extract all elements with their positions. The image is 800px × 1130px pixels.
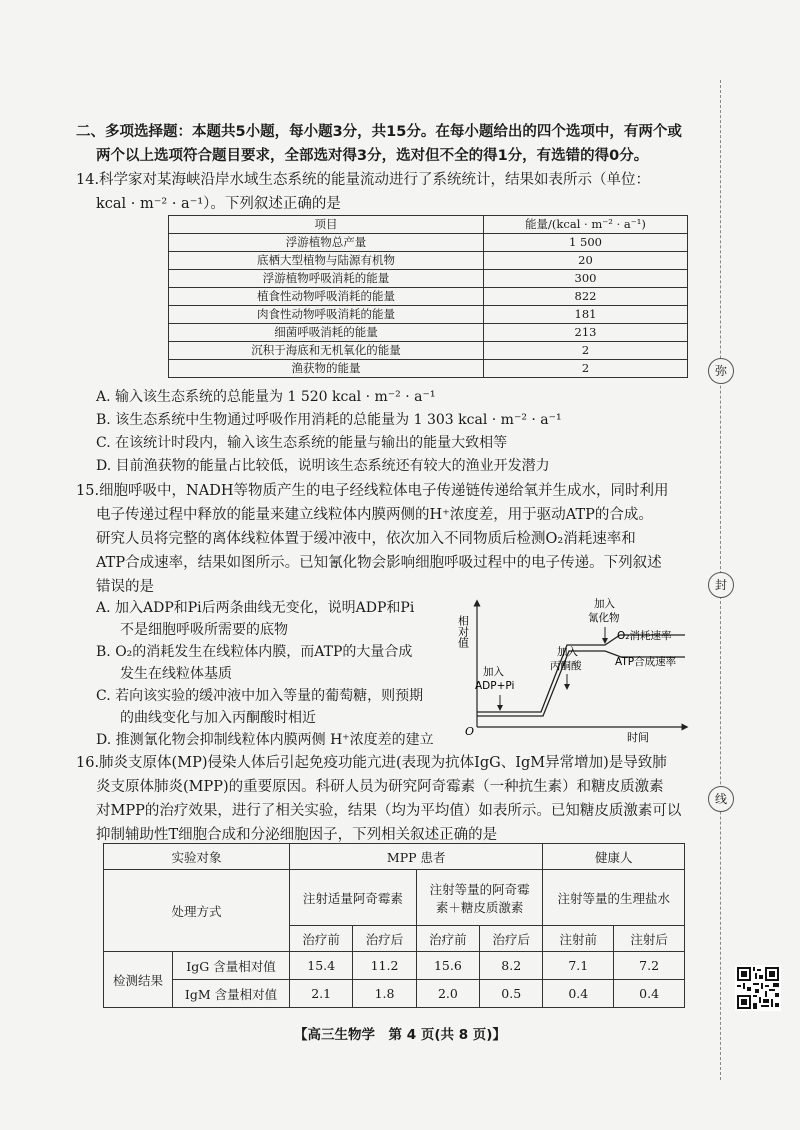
row-value: 2 — [484, 360, 688, 378]
q14-option-c: C. 在该统计时段内，输入该生态系统的能量与输出的能量大致相等 — [96, 435, 508, 451]
row-label: 底栖大型植物与陆源有机物 — [169, 252, 484, 270]
seal-char-feng: 封 — [708, 572, 734, 598]
row-value: 181 — [484, 306, 688, 324]
treatment-saline: 注射等量的生理盐水 — [543, 870, 685, 926]
q15-option-a-cont: 不是细胞呼吸所需要的底物 — [120, 622, 288, 638]
qr-code-icon — [735, 965, 781, 1011]
q16-line3: 对MPP的治疗效果，进行了相关实验，结果（均为平均值）如表所示。已知糖皮质激素可以 — [96, 803, 682, 819]
q16-line4: 抑制辅助性T细胞合成和分泌细胞因子，下列相关叙述正确的是 — [96, 827, 498, 843]
q15-figure — [455, 595, 715, 745]
question-15-stem — [76, 479, 716, 599]
table-row — [169, 234, 688, 252]
ann-adp-line2: ADP+Pi — [475, 680, 515, 692]
row-value: 300 — [484, 270, 688, 288]
row-value: 1 500 — [484, 234, 688, 252]
table-header-row — [169, 216, 688, 234]
igm-value: 2.0 — [416, 980, 479, 1008]
seal-char-mi: 弥 — [708, 358, 734, 384]
q15-line5: 错误的是 — [96, 579, 154, 595]
header-energy: 能量/(kcal · m⁻² · a⁻¹) — [484, 216, 688, 234]
q14-line2: kcal · m⁻² · a⁻¹）。下列叙述正确的是 — [96, 196, 341, 212]
q15-option-c: C. 若向该实验的缓冲液中加入等量的葡萄糖，则预期 — [96, 688, 424, 704]
page-footer: 【高三生物学 第 4 页(共 8 页)】 — [294, 1027, 506, 1043]
o2-consumption-curve — [477, 635, 685, 712]
igg-value: 8.2 — [480, 952, 543, 980]
q14-option-b: B. 该生态系统中生物通过呼吸作用消耗的总能量为 1 303 kcal · m⁻² · a⁻¹ — [96, 412, 562, 428]
table-row — [104, 870, 685, 926]
ann-cyanide-line2: 氰化物 — [588, 612, 620, 624]
treatment-combined — [416, 870, 543, 926]
table-row — [169, 342, 688, 360]
row-label: 肉食性动物呼吸消耗的能量 — [169, 306, 484, 324]
igm-value: 2.1 — [290, 980, 353, 1008]
q15-line1: 15.细胞呼吸中，NADH等物质产生的电子经线粒体电子传递链传递给氧并生成水，同时利用 — [76, 483, 669, 499]
q16-line1: 16.肺炎支原体(MP)侵染人体后引起免疫功能亢进(表现为抗体IgG、IgM异常增加)是导致肺 — [76, 755, 667, 771]
injection-after-label: 注射后 — [614, 926, 685, 952]
q14-option-a: A. 输入该生态系统的总能量为 1 520 kcal · m⁻² · a⁻¹ — [96, 389, 436, 405]
q14-energy-table — [168, 215, 688, 378]
before-label: 治疗前 — [290, 926, 353, 952]
header-item: 项目 — [169, 216, 484, 234]
row-label: 浮游植物总产量 — [169, 234, 484, 252]
row-label: 植食性动物呼吸消耗的能量 — [169, 288, 484, 306]
igm-value: 1.8 — [353, 980, 416, 1008]
origin-label: O — [465, 725, 475, 738]
q15-line4: ATP合成速率，结果如图所示。已知氰化物会影响细胞呼吸过程中的电子传递。下列叙述 — [96, 555, 662, 571]
legend-atp: ATP合成速率 — [615, 656, 677, 668]
igm-label: IgM 含量相对值 — [173, 980, 290, 1008]
igm-value: 0.4 — [543, 980, 614, 1008]
table-row — [169, 360, 688, 378]
igg-value: 7.1 — [543, 952, 614, 980]
igm-value: 0.4 — [614, 980, 685, 1008]
ann-cyanide-line1: 加入 — [594, 598, 615, 610]
table-row — [169, 288, 688, 306]
legend-o2: O₂消耗速率 — [617, 630, 672, 642]
question-14-stem — [76, 168, 716, 216]
treatment-combined-line1: 注射等量的阿奇霉 — [429, 881, 530, 897]
igg-value: 7.2 — [614, 952, 685, 980]
igg-value: 15.6 — [416, 952, 479, 980]
q15-option-c-cont: 的曲线变化与加入丙酮酸时相近 — [120, 710, 316, 726]
row-label: 渔获物的能量 — [169, 360, 484, 378]
table-row — [104, 844, 685, 870]
q14-option-d: D. 目前渔获物的能量占比较低，说明该生态系统还有较大的渔业开发潜力 — [96, 458, 550, 474]
row-label: 沉积于海底和无机氧化的能量 — [169, 342, 484, 360]
table-row — [169, 306, 688, 324]
before-label: 治疗前 — [416, 926, 479, 952]
q15-line3: 研究人员将完整的离体线粒体置于缓冲液中，依次加入不同物质后检测O₂消耗速率和 — [96, 531, 636, 547]
question-16-stem — [76, 751, 716, 847]
ann-pyruvate-line1: 加入 — [557, 646, 578, 658]
treatment-combined-line2: 素＋糖皮质激素 — [435, 899, 524, 915]
injection-before-label: 注射前 — [543, 926, 614, 952]
q15-option-d: D. 推测氰化物会抑制线粒体内膜两侧 H⁺浓度差的建立 — [96, 732, 434, 748]
ann-pyruvate-line2: 丙酮酸 — [550, 660, 582, 672]
row-value: 2 — [484, 342, 688, 360]
q15-option-b: B. O₂的消耗发生在线粒体内膜，而ATP的大量合成 — [96, 644, 413, 660]
healthy-header: 健康人 — [543, 844, 685, 870]
section-heading-line1: 二、多项选择题：本题共5小题，每小题3分，共15分。在每小题给出的四个选项中，有两个或 — [76, 124, 682, 140]
row-value: 213 — [484, 324, 688, 342]
table-row — [104, 980, 685, 1008]
table-row — [169, 324, 688, 342]
row-value: 822 — [484, 288, 688, 306]
igg-label: IgG 含量相对值 — [173, 952, 290, 980]
y-axis-label: 相对值 — [456, 615, 470, 648]
table-row — [169, 252, 688, 270]
subject-label: 实验对象 — [104, 844, 290, 870]
table-row — [104, 952, 685, 980]
after-label: 治疗后 — [480, 926, 543, 952]
ann-adp-line1: 加入 — [483, 666, 504, 678]
mpp-patients-header: MPP 患者 — [290, 844, 543, 870]
result-label: 检测结果 — [104, 952, 173, 1008]
igg-value: 15.4 — [290, 952, 353, 980]
x-axis-label: 时间 — [627, 731, 649, 744]
q14-line1: 14.科学家对某海峡沿岸水域生态系统的能量流动进行了系统统计，结果如表所示（单位： — [76, 172, 651, 188]
row-label: 细菌呼吸消耗的能量 — [169, 324, 484, 342]
q16-line2: 炎支原体肺炎(MPP)的重要原因。科研人员为研究阿奇霉素（一种抗生素）和糖皮质激素 — [96, 779, 664, 795]
igm-value: 0.5 — [480, 980, 543, 1008]
treatment-label: 处理方式 — [104, 870, 290, 952]
q15-option-b-cont: 发生在线粒体基质 — [120, 666, 232, 682]
igg-value: 11.2 — [353, 952, 416, 980]
q15-option-a: A. 加入ADP和Pi后两条曲线无变化，说明ADP和Pi — [96, 600, 415, 616]
seal-char-xian: 线 — [708, 786, 734, 812]
treatment-azithromycin: 注射适量阿奇霉素 — [290, 870, 417, 926]
row-label: 浮游植物呼吸消耗的能量 — [169, 270, 484, 288]
section-heading-line2: 两个以上选项符合题目要求，全部选对得3分，选对但不全的得1分，有选错的得0分。 — [96, 148, 649, 164]
table-row — [169, 270, 688, 288]
row-value: 20 — [484, 252, 688, 270]
q15-line2: 电子传递过程中释放的能量来建立线粒体内膜两侧的H⁺浓度差，用于驱动ATP的合成。 — [96, 507, 653, 523]
section-heading — [76, 120, 716, 168]
after-label: 治疗后 — [353, 926, 416, 952]
q16-results-table — [103, 843, 685, 1008]
